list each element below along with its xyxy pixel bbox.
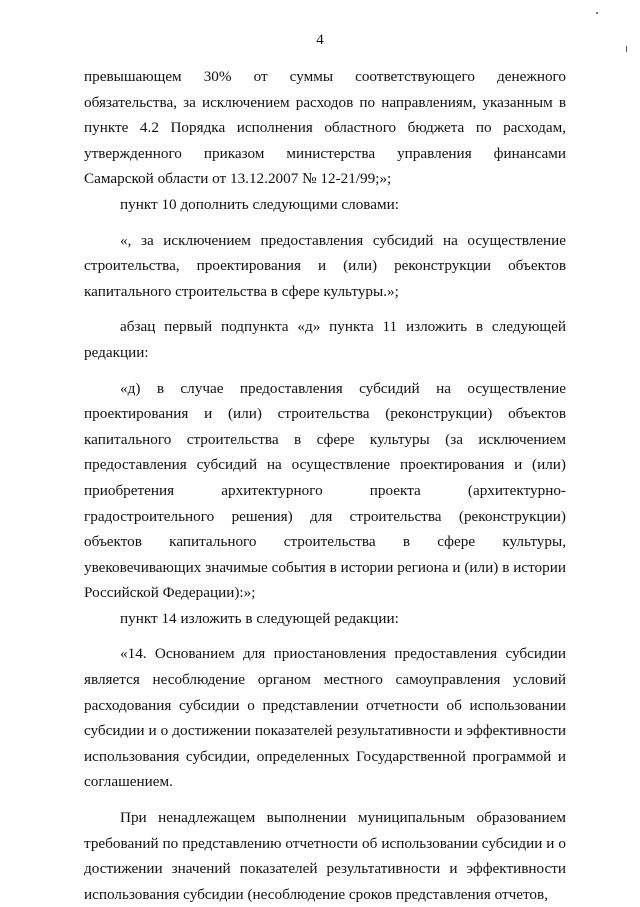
scan-speck: [596, 12, 598, 14]
paragraph: пункт 10 дополнить следующими словами:: [120, 195, 399, 213]
paragraph: «, за исключением предоставления субсидий на осуществление строительства, проектирования и (или) реконструкции объектов капитального строительства в сфере культуры.»;: [84, 231, 566, 300]
paragraph: пункт 14 изложить в следующей редакции:: [120, 609, 399, 627]
paragraph: превышающем 30% от суммы соответствующего денежного обязательства, за исключением расходов по направлениям, указанным в пункте 4.2 Порядка исполнения областного бюджета по расходам, утвержденного приказом министерства управления финансами Самарской области от 13.12.2007 № 12-21/99;»;: [84, 68, 566, 188]
paragraph: «14. Основанием для приостановления предоставления субсидии является несоблюдение органом местного самоуправления условий расходования субсидии о представлении отчетности об использовании субсидии и о достижении показателей результативности и эффективности использования субсидии, определенных Государственной программой и соглашением.: [84, 645, 566, 791]
paragraph: абзац первый подпункта «д» пункта 11 изложить в следующей редакции:: [84, 318, 566, 361]
paragraph: При ненадлежащем выполнении муниципальным образованием требований по представлению отчетности об использовании субсидии и о достижении значений показателей результативности и эффективности использования субсидии (несоблюдение сроков представления отчетов,: [84, 809, 566, 903]
paragraph: «д) в случае предоставления субсидий на осуществление проектирования и (или) строительства (реконструкции) объектов капитального строительства в сфере культуры (за исключением предоставления субсидий на осуществление проектирования и (или) приобретения архитектурного проекта (архитектурно-градостроительного решения) для строительства (реконструкции) объектов капитального строительства в сфере культуры, увековечивающих значимые события в истории региона и (или) в истории Российской Федерации):»;: [84, 379, 566, 602]
page-number: 4: [316, 32, 324, 48]
document-body: [84, 64, 566, 907]
